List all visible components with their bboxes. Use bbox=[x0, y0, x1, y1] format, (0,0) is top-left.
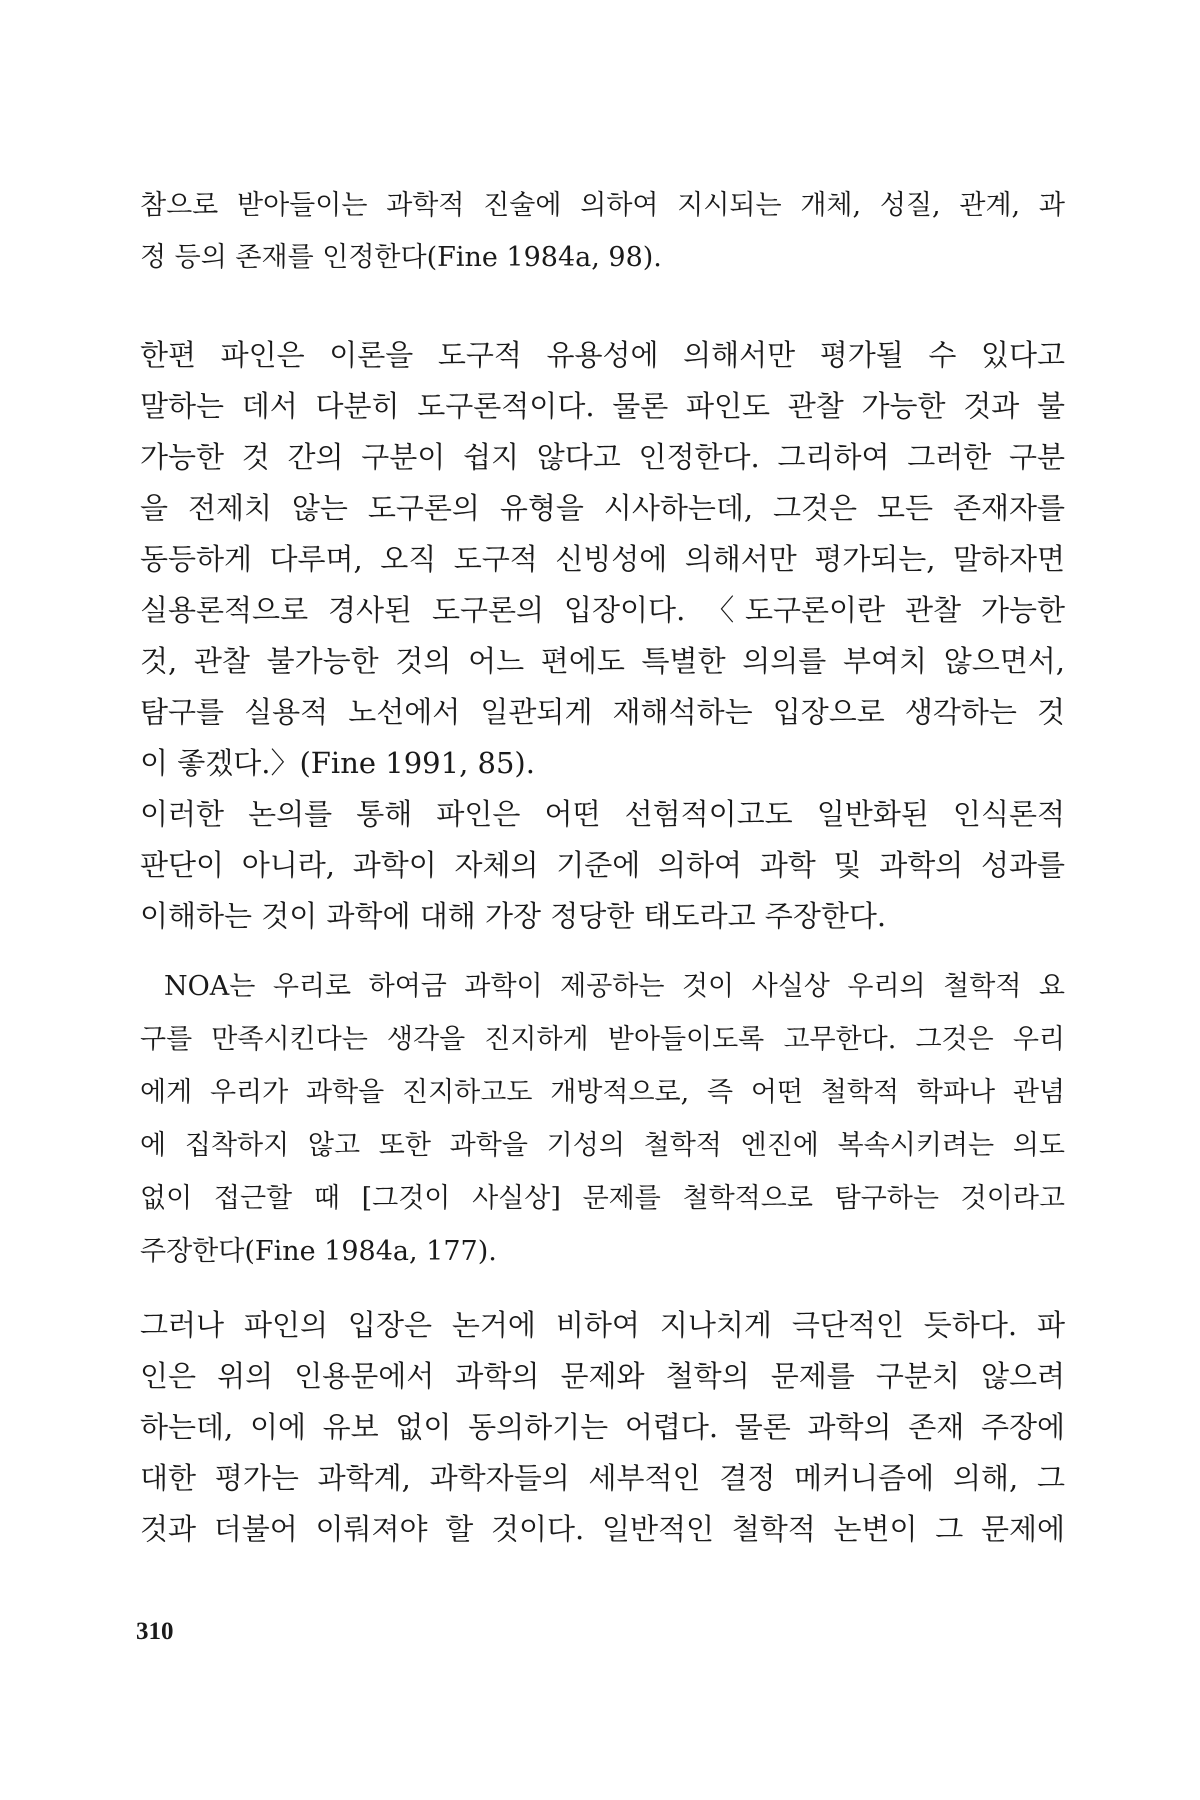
body-paragraph bbox=[140, 1300, 1065, 1555]
paragraph-line: 대한 평가는 과학계, 과학자들의 세부적인 결정 메커니즘에 의해, 그 bbox=[140, 1461, 1065, 1495]
paragraph-line: 하는데, 이에 유보 없이 동의하기는 어렵다. 물론 과학의 존재 주장에 bbox=[140, 1410, 1065, 1444]
body-paragraph bbox=[140, 330, 1065, 942]
paragraph-line: 인은 위의 인용문에서 과학의 문제와 철학의 문제를 구분치 않으려 bbox=[140, 1359, 1065, 1393]
quote-line: 참으로 받아들이는 과학적 진술에 의하여 지시되는 개체, 성질, 관계, 과 bbox=[140, 190, 1065, 221]
paragraph-line: 그러나 파인의 입장은 논거에 비하여 지나치게 극단적인 듯하다. 파 bbox=[140, 1308, 1065, 1342]
block-quote bbox=[140, 960, 1065, 1278]
quote-line: NOA는 우리로 하여금 과학이 제공하는 것이 사실상 우리의 철학적 요 bbox=[164, 971, 1065, 1002]
quote-line: 에게 우리가 과학을 진지하고도 개방적으로, 즉 어떤 철학적 학파나 관념 bbox=[140, 1077, 1065, 1108]
quote-line: 없이 접근할 때 [그것이 사실상] 문제를 철학적으로 탐구하는 것이라고 bbox=[140, 1183, 1065, 1214]
quote-line: 에 집착하지 않고 또한 과학을 기성의 철학적 엔진에 복속시키려는 의도 bbox=[140, 1130, 1065, 1161]
page-number: 310 bbox=[136, 1618, 174, 1645]
paragraph-line: 것과 더불어 이뤄져야 할 것이다. 일반적인 철학적 논변이 그 문제에 bbox=[140, 1512, 1065, 1546]
quote-line: 구를 만족시킨다는 생각을 진지하게 받아들이도록 고무한다. 그것은 우리 bbox=[140, 1024, 1065, 1055]
quote-line: 주장한다(Fine 1984a, 177). bbox=[140, 1236, 497, 1267]
paragraph-line: 을 전제치 않는 도구론의 유형을 시사하는데, 그것은 모든 존재자를 bbox=[140, 491, 1065, 525]
block-quote-continuation bbox=[140, 180, 1065, 284]
paragraph-line: 이러한 논의를 통해 파인은 어떤 선험적이고도 일반화된 인식론적 bbox=[140, 797, 1065, 831]
quote-line: 정 등의 존재를 인정한다(Fine 1984a, 98). bbox=[140, 242, 662, 273]
paragraph-line: 말하는 데서 다분히 도구론적이다. 물론 파인도 관찰 가능한 것과 불 bbox=[140, 389, 1065, 423]
paragraph-line: 판단이 아니라, 과학이 자체의 기준에 의하여 과학 및 과학의 성과를 bbox=[140, 848, 1065, 882]
paragraph-line: 이 좋겠다.〉(Fine 1991, 85). bbox=[140, 746, 535, 780]
paragraph-line: 한편 파인은 이론을 도구적 유용성에 의해서만 평가될 수 있다고 bbox=[140, 338, 1065, 372]
paragraph-line: 실용론적으로 경사된 도구론의 입장이다. 〈도구론이란 관찰 가능한 bbox=[140, 593, 1065, 627]
paragraph-line: 탐구를 실용적 노선에서 일관되게 재해석하는 입장으로 생각하는 것 bbox=[140, 695, 1065, 729]
paragraph-line: 이해하는 것이 과학에 대해 가장 정당한 태도라고 주장한다. bbox=[140, 899, 887, 933]
paragraph-line: 가능한 것 간의 구분이 쉽지 않다고 인정한다. 그리하여 그러한 구분 bbox=[140, 440, 1065, 474]
paragraph-line: 동등하게 다루며, 오직 도구적 신빙성에 의해서만 평가되는, 말하자면 bbox=[140, 542, 1065, 576]
paragraph-line: 것, 관찰 불가능한 것의 어느 편에도 특별한 의의를 부여치 않으면서, bbox=[140, 644, 1065, 678]
